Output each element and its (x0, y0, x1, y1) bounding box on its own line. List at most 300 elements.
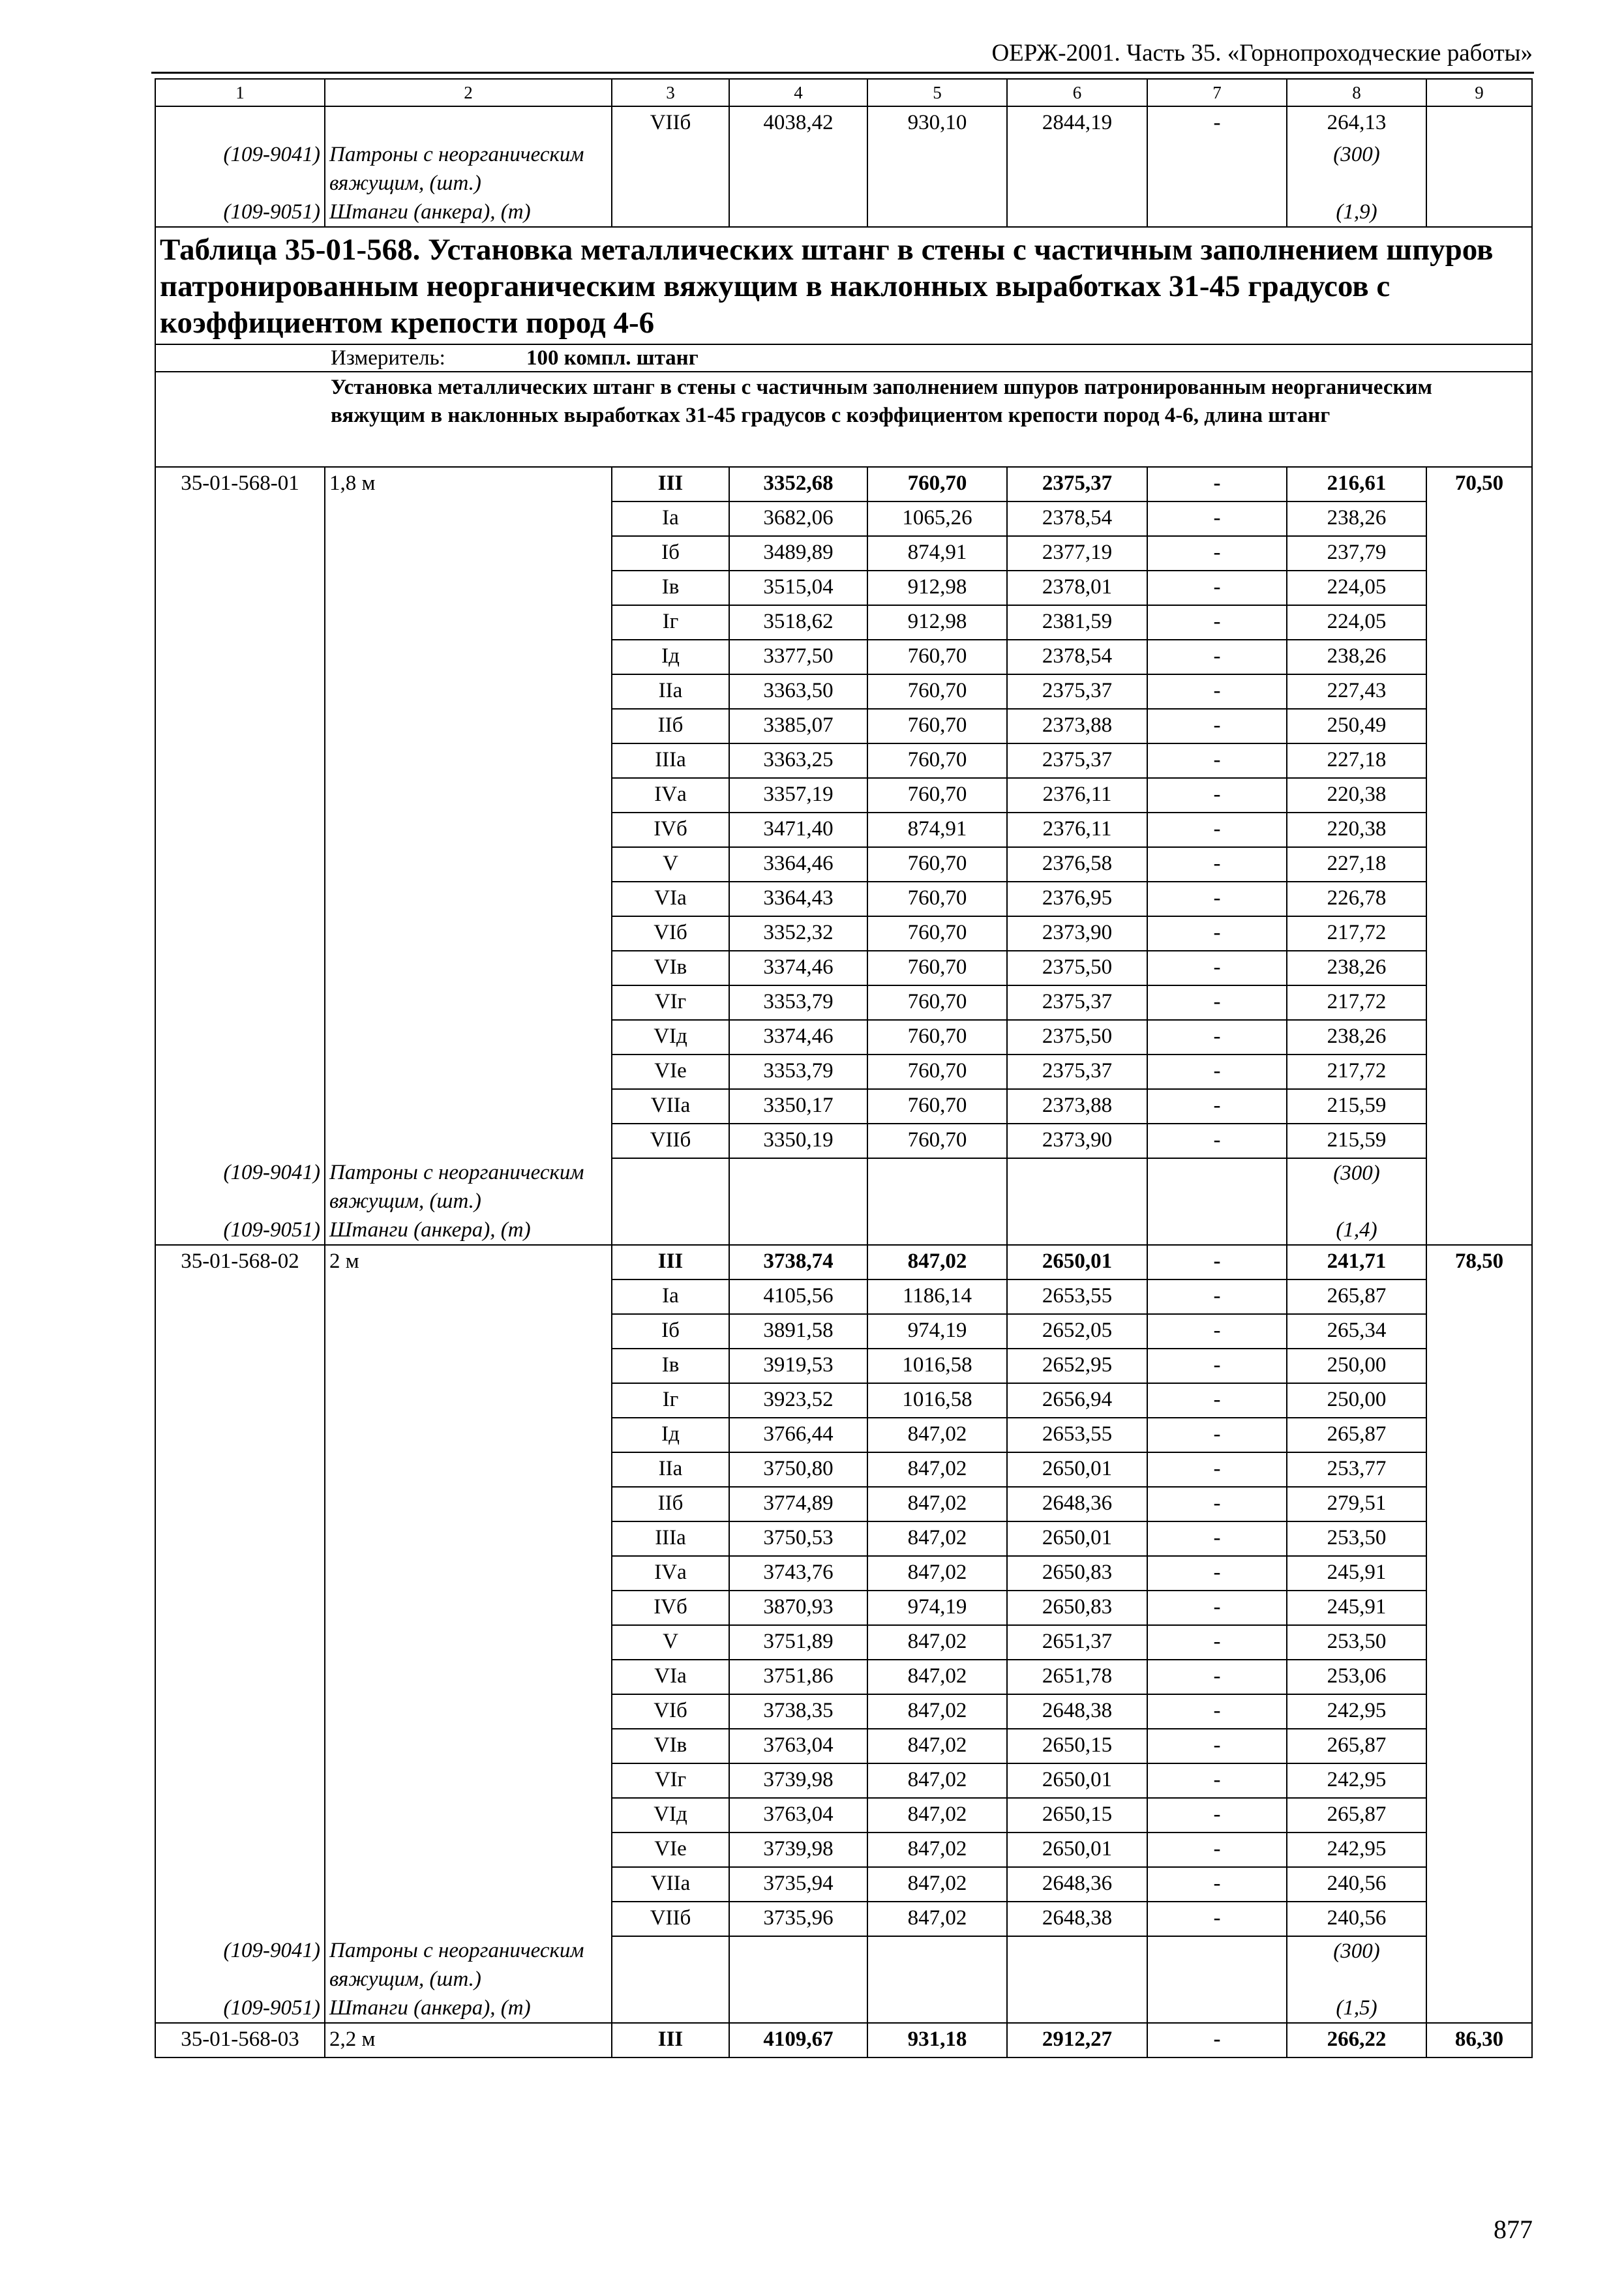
value-cell: 250,49 (1287, 709, 1426, 743)
value-cell: 3750,80 (729, 1452, 867, 1487)
empty-cell (325, 916, 612, 951)
material-code: (109-9041) (155, 1158, 325, 1216)
value-cell: 3357,19 (729, 778, 867, 813)
empty-cell (867, 1994, 1007, 2023)
value-cell: 874,91 (867, 536, 1007, 571)
empty-cell (1147, 1994, 1287, 2023)
empty-cell (325, 951, 612, 985)
value-cell: 3774,89 (729, 1487, 867, 1521)
value-cell: - (1147, 1055, 1287, 1089)
value-cell: 760,70 (867, 916, 1007, 951)
value-cell: - (1147, 847, 1287, 882)
zone-cell: Iг (612, 1383, 729, 1418)
value-cell: 3870,93 (729, 1591, 867, 1625)
empty-cell (155, 951, 325, 985)
value-cell: - (1147, 640, 1287, 674)
empty-cell (1426, 778, 1532, 813)
empty-cell (1426, 1089, 1532, 1124)
value-cell: 2373,90 (1007, 1124, 1147, 1158)
empty-cell (1426, 1314, 1532, 1349)
table-row (155, 536, 1532, 571)
table-row (155, 106, 1532, 140)
empty-cell (1007, 1994, 1147, 2023)
value-cell: - (1147, 2023, 1287, 2057)
empty-cell (1426, 501, 1532, 536)
table-row (155, 1124, 1532, 1158)
zone-cell: IIа (612, 674, 729, 709)
empty-cell (867, 1936, 1007, 1994)
value-cell: 264,13 (1287, 106, 1426, 140)
value-cell: 3363,25 (729, 743, 867, 778)
value-cell: 2650,15 (1007, 1798, 1147, 1833)
empty-cell (867, 1216, 1007, 1245)
empty-cell (155, 709, 325, 743)
material-code: (109-9051) (155, 198, 325, 227)
value-cell: 4105,56 (729, 1279, 867, 1314)
zone-cell: VIа (612, 882, 729, 916)
value-cell: 2375,37 (1007, 1055, 1147, 1089)
empty-cell (1426, 1521, 1532, 1556)
empty-cell (155, 1763, 325, 1798)
empty-cell (1426, 1418, 1532, 1452)
value-cell: - (1147, 1279, 1287, 1314)
value-cell: 4038,42 (729, 106, 867, 140)
empty-cell (325, 1124, 612, 1158)
zone-cell: III (612, 2023, 729, 2057)
empty-cell (612, 1158, 729, 1216)
value-cell: 241,71 (1287, 1245, 1426, 1279)
table-row (155, 1833, 1532, 1867)
value-cell: 250,00 (1287, 1349, 1426, 1383)
zone-cell: IVб (612, 813, 729, 847)
empty-cell (155, 813, 325, 847)
zone-cell: VIIа (612, 1867, 729, 1902)
value-cell: 2378,01 (1007, 571, 1147, 605)
column-number-row (155, 79, 1532, 106)
value-cell: 3350,17 (729, 1089, 867, 1124)
value-cell: 220,38 (1287, 813, 1426, 847)
material-value: (1,4) (1287, 1216, 1426, 1245)
empty-cell (155, 1452, 325, 1487)
value-cell: - (1147, 1591, 1287, 1625)
value-cell: - (1147, 674, 1287, 709)
empty-cell (1426, 1556, 1532, 1591)
value-cell: 3363,50 (729, 674, 867, 709)
value-cell: 2653,55 (1007, 1418, 1147, 1452)
value-cell: 2375,50 (1007, 1020, 1147, 1055)
measure-label: Измеритель: (331, 346, 445, 370)
value-cell: 3353,79 (729, 985, 867, 1020)
zone-cell: VIд (612, 1798, 729, 1833)
measure-value: 100 компл. штанг (526, 346, 699, 370)
table-row (155, 709, 1532, 743)
empty-cell (155, 778, 325, 813)
empty-cell (325, 1521, 612, 1556)
value-cell: 86,30 (1426, 2023, 1532, 2057)
zone-cell: VIе (612, 1055, 729, 1089)
value-cell: 253,06 (1287, 1660, 1426, 1694)
value-cell: 3374,46 (729, 951, 867, 985)
empty-cell (1426, 985, 1532, 1020)
zone-cell: VIа (612, 1660, 729, 1694)
zone-cell: Iб (612, 536, 729, 571)
value-cell: 2375,50 (1007, 951, 1147, 985)
table-row (155, 640, 1532, 674)
value-cell: 265,87 (1287, 1798, 1426, 1833)
value-cell: - (1147, 951, 1287, 985)
value-cell: 3735,96 (729, 1902, 867, 1936)
empty-cell (155, 1418, 325, 1452)
empty-cell (155, 1279, 325, 1314)
empty-cell (155, 1020, 325, 1055)
table-row (155, 501, 1532, 536)
value-cell: 847,02 (867, 1798, 1007, 1833)
empty-cell (325, 1867, 612, 1902)
value-cell: 2373,88 (1007, 1089, 1147, 1124)
code-cell: 35-01-568-02 (155, 1245, 325, 1279)
value-cell: 238,26 (1287, 501, 1426, 536)
value-cell: 4109,67 (729, 2023, 867, 2057)
value-cell: 242,95 (1287, 1763, 1426, 1798)
empty-cell (325, 1902, 612, 1936)
empty-cell (325, 1055, 612, 1089)
value-cell: 1016,58 (867, 1349, 1007, 1383)
page-number: 877 (1494, 2215, 1533, 2244)
empty-cell (155, 501, 325, 536)
empty-cell (729, 1158, 867, 1216)
col-number: 5 (867, 79, 1007, 106)
value-cell: 847,02 (867, 1902, 1007, 1936)
value-cell: - (1147, 605, 1287, 640)
value-cell: 3352,32 (729, 916, 867, 951)
empty-cell (325, 1694, 612, 1729)
table-row (155, 1902, 1532, 1936)
value-cell: 3518,62 (729, 605, 867, 640)
empty-cell (1426, 1902, 1532, 1936)
col-number: 3 (612, 79, 729, 106)
value-cell: - (1147, 1902, 1287, 1936)
value-cell: 2656,94 (1007, 1383, 1147, 1418)
empty-cell (155, 1349, 325, 1383)
table-row-main (155, 1245, 1532, 1279)
value-cell: 2650,01 (1007, 1521, 1147, 1556)
empty-cell (612, 1936, 729, 1994)
table-row (155, 1556, 1532, 1591)
code-cell: 35-01-568-03 (155, 2023, 325, 2057)
value-cell: 2653,55 (1007, 1279, 1147, 1314)
zone-cell: Iа (612, 501, 729, 536)
empty-cell (155, 985, 325, 1020)
empty-cell (1426, 1591, 1532, 1625)
value-cell: 3919,53 (729, 1349, 867, 1383)
material-value: (300) (1287, 1936, 1426, 1994)
zone-cell: Iв (612, 571, 729, 605)
material-row (155, 1216, 1532, 1245)
empty-cell (1426, 1452, 1532, 1487)
value-cell: 2650,01 (1007, 1833, 1147, 1867)
empty-cell (155, 1625, 325, 1660)
table-row (155, 1798, 1532, 1833)
value-cell: 3891,58 (729, 1314, 867, 1349)
value-cell: 2650,83 (1007, 1591, 1147, 1625)
material-code: (109-9041) (155, 140, 325, 198)
empty-cell (325, 847, 612, 882)
empty-cell (325, 536, 612, 571)
description-cell: Установка металлических штанг в стены с частичным заполнением шпуров патронированным неорганическим вяжущим в наклонных выработках 31-45 градусов с коэффициентом крепости пород 4-6, длина штанг (155, 372, 1532, 467)
value-cell: 2648,36 (1007, 1867, 1147, 1902)
material-row (155, 140, 1532, 198)
table-row (155, 743, 1532, 778)
value-cell: 760,70 (867, 847, 1007, 882)
value-cell: 226,78 (1287, 882, 1426, 916)
table-row (155, 847, 1532, 882)
empty-cell (155, 640, 325, 674)
value-cell: 215,59 (1287, 1124, 1426, 1158)
value-cell: 2652,95 (1007, 1349, 1147, 1383)
value-cell: 760,70 (867, 1020, 1007, 1055)
value-cell: 2651,78 (1007, 1660, 1147, 1694)
zone-cell: VIIб (612, 106, 729, 140)
value-cell: 3489,89 (729, 536, 867, 571)
empty-cell (155, 1902, 325, 1936)
material-name: Штанги (анкера), (т) (325, 198, 612, 227)
zone-cell: V (612, 847, 729, 882)
value-cell: 847,02 (867, 1833, 1007, 1867)
empty-cell (155, 743, 325, 778)
value-cell: 1186,14 (867, 1279, 1007, 1314)
value-cell: 3750,53 (729, 1521, 867, 1556)
value-cell: 3735,94 (729, 1867, 867, 1902)
value-cell: - (1147, 1763, 1287, 1798)
empty-cell (325, 1556, 612, 1591)
table-row (155, 813, 1532, 847)
zone-cell: Iд (612, 640, 729, 674)
table-row (155, 951, 1532, 985)
empty-cell (155, 1694, 325, 1729)
value-cell: 217,72 (1287, 1055, 1426, 1089)
header-rule (151, 72, 1534, 74)
value-cell: 760,70 (867, 640, 1007, 674)
value-cell: 215,59 (1287, 1089, 1426, 1124)
value-cell: 760,70 (867, 951, 1007, 985)
material-row (155, 1158, 1532, 1216)
value-cell: 2375,37 (1007, 743, 1147, 778)
empty-cell (1426, 1625, 1532, 1660)
value-cell: 3739,98 (729, 1833, 867, 1867)
table-row (155, 1521, 1532, 1556)
value-cell: 2378,54 (1007, 640, 1147, 674)
zone-cell: VIб (612, 916, 729, 951)
value-cell: 2378,54 (1007, 501, 1147, 536)
empty-cell (1426, 1763, 1532, 1798)
value-cell: 2648,38 (1007, 1694, 1147, 1729)
value-cell: 279,51 (1287, 1487, 1426, 1521)
table-row (155, 1763, 1532, 1798)
col-number: 7 (1147, 79, 1287, 106)
empty-cell (1147, 1216, 1287, 1245)
empty-cell (1007, 1936, 1147, 1994)
table-row (155, 1867, 1532, 1902)
value-cell: 2375,37 (1007, 985, 1147, 1020)
value-cell: 847,02 (867, 1245, 1007, 1279)
material-value: (1,5) (1287, 1994, 1426, 2023)
zone-cell: III (612, 467, 729, 501)
value-cell: - (1147, 1020, 1287, 1055)
table-row (155, 1418, 1532, 1452)
value-cell: 760,70 (867, 1055, 1007, 1089)
empty-cell (1426, 605, 1532, 640)
value-cell: 3364,43 (729, 882, 867, 916)
table-row (155, 985, 1532, 1020)
empty-cell (325, 1625, 612, 1660)
col-number: 2 (325, 79, 612, 106)
empty-cell (325, 1314, 612, 1349)
length-cell: 1,8 м (325, 467, 612, 501)
value-cell: 3350,19 (729, 1124, 867, 1158)
value-cell: 847,02 (867, 1729, 1007, 1763)
value-cell: 760,70 (867, 1089, 1007, 1124)
material-code: (109-9041) (155, 1936, 325, 1994)
value-cell: 3751,89 (729, 1625, 867, 1660)
value-cell: 3471,40 (729, 813, 867, 847)
value-cell: 3682,06 (729, 501, 867, 536)
value-cell: - (1147, 916, 1287, 951)
value-cell: 3923,52 (729, 1383, 867, 1418)
value-cell: 253,50 (1287, 1521, 1426, 1556)
value-cell: 227,18 (1287, 847, 1426, 882)
value-cell: 250,00 (1287, 1383, 1426, 1418)
value-cell: 2650,01 (1007, 1763, 1147, 1798)
measure-cell (155, 344, 1532, 372)
empty-cell (1426, 882, 1532, 916)
value-cell: 760,70 (867, 882, 1007, 916)
zone-cell: VIд (612, 1020, 729, 1055)
empty-cell (1426, 1383, 1532, 1418)
value-cell: 224,05 (1287, 571, 1426, 605)
value-cell: 760,70 (867, 778, 1007, 813)
value-cell: - (1147, 1418, 1287, 1452)
empty-cell (1426, 536, 1532, 571)
empty-cell (1007, 1216, 1147, 1245)
empty-cell (155, 1383, 325, 1418)
table-row (155, 1020, 1532, 1055)
empty-cell (155, 1055, 325, 1089)
value-cell: 238,26 (1287, 640, 1426, 674)
material-value: (1,9) (1287, 198, 1426, 227)
value-cell: 847,02 (867, 1452, 1007, 1487)
empty-cell (155, 847, 325, 882)
empty-cell (729, 1994, 867, 2023)
empty-cell (1426, 674, 1532, 709)
empty-cell (1426, 1158, 1532, 1216)
value-cell: 1065,26 (867, 501, 1007, 536)
empty-cell (155, 1729, 325, 1763)
value-cell: 2376,11 (1007, 813, 1147, 847)
empty-cell (325, 1383, 612, 1418)
measure-row (155, 344, 1532, 372)
value-cell: 974,19 (867, 1591, 1007, 1625)
zone-cell: Iв (612, 1349, 729, 1383)
value-cell: 245,91 (1287, 1591, 1426, 1625)
material-row (155, 1936, 1532, 1994)
material-code: (109-9051) (155, 1216, 325, 1245)
empty-cell (1426, 640, 1532, 674)
empty-cell (325, 605, 612, 640)
value-cell: 3743,76 (729, 1556, 867, 1591)
empty-cell (155, 916, 325, 951)
empty-cell (612, 1216, 729, 1245)
material-row (155, 1994, 1532, 2023)
zone-cell: IIб (612, 1487, 729, 1521)
table-row (155, 882, 1532, 916)
zone-cell: VIг (612, 1763, 729, 1798)
empty-cell (1426, 1867, 1532, 1902)
material-value: (300) (1287, 1158, 1426, 1216)
col-number: 4 (729, 79, 867, 106)
value-cell: - (1147, 1867, 1287, 1902)
value-cell: 266,22 (1287, 2023, 1426, 2057)
value-cell: 217,72 (1287, 985, 1426, 1020)
value-cell: - (1147, 1729, 1287, 1763)
empty-cell (325, 1591, 612, 1625)
value-cell: 2648,36 (1007, 1487, 1147, 1521)
value-cell: - (1147, 1349, 1287, 1383)
zone-cell: Iг (612, 605, 729, 640)
empty-cell (1426, 916, 1532, 951)
value-cell: 220,38 (1287, 778, 1426, 813)
zone-cell: IVа (612, 1556, 729, 1591)
zone-cell: Iа (612, 1279, 729, 1314)
empty-cell (325, 640, 612, 674)
value-cell: 2650,83 (1007, 1556, 1147, 1591)
empty-cell (155, 1089, 325, 1124)
empty-cell (1426, 1020, 1532, 1055)
zone-cell: IVа (612, 778, 729, 813)
empty-cell (1147, 1158, 1287, 1216)
empty-cell (325, 813, 612, 847)
length-cell: 2,2 м (325, 2023, 612, 2057)
empty-cell (1426, 813, 1532, 847)
table-row (155, 778, 1532, 813)
table-row (155, 1625, 1532, 1660)
table-row (155, 1591, 1532, 1625)
value-cell: 2376,95 (1007, 882, 1147, 916)
value-cell: 78,50 (1426, 1245, 1532, 1279)
value-cell: 912,98 (867, 571, 1007, 605)
empty-cell (1426, 1055, 1532, 1089)
empty-cell (1426, 709, 1532, 743)
value-cell: 3515,04 (729, 571, 867, 605)
value-cell: 2912,27 (1007, 2023, 1147, 2057)
material-name: Патроны с неорганическим вяжущим, (шт.) (325, 140, 612, 198)
empty-cell (1426, 1487, 1532, 1521)
value-cell: 760,70 (867, 674, 1007, 709)
empty-cell (155, 1521, 325, 1556)
empty-cell (1426, 1936, 1532, 1994)
table-row (155, 1279, 1532, 1314)
empty-cell (1426, 951, 1532, 985)
empty-cell (325, 1418, 612, 1452)
value-cell: 3739,98 (729, 1763, 867, 1798)
value-cell: - (1147, 813, 1287, 847)
empty-cell (155, 1487, 325, 1521)
value-cell: 2375,37 (1007, 674, 1147, 709)
value-cell: 237,79 (1287, 536, 1426, 571)
table-title-row (155, 227, 1532, 344)
value-cell: 227,43 (1287, 674, 1426, 709)
empty-cell (729, 1936, 867, 1994)
empty-cell (1426, 1279, 1532, 1314)
